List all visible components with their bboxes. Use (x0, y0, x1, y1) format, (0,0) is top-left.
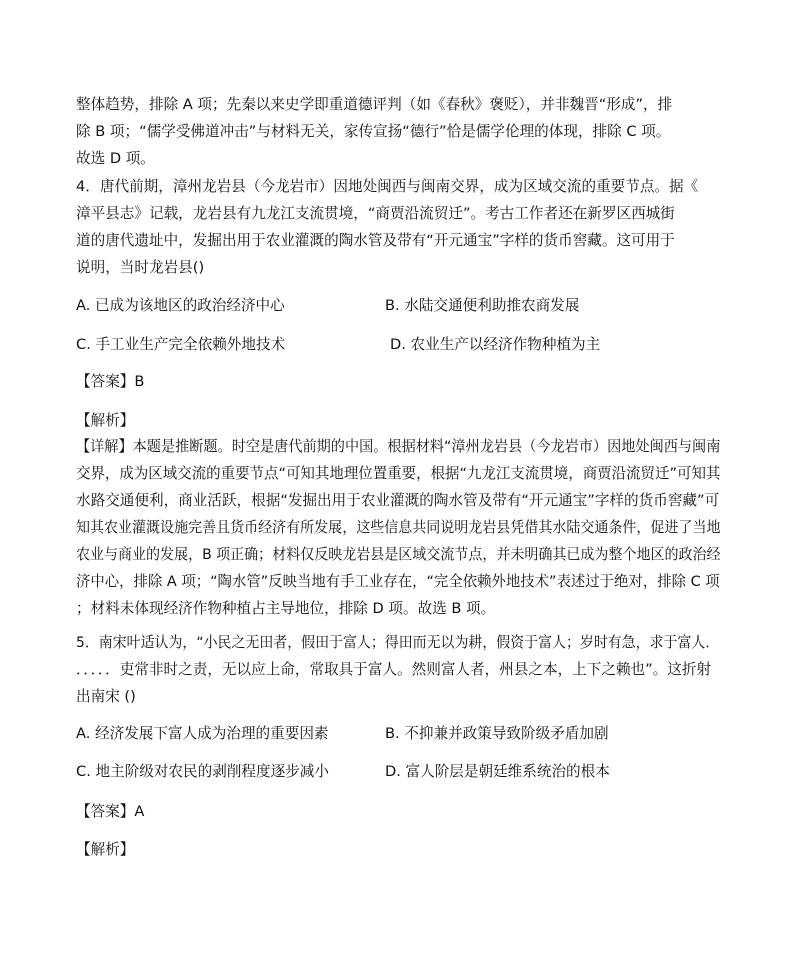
q5-stem-line-3: 出南宋 () (76, 688, 136, 705)
q4-stem-line-4: 说明，当时龙岩县() (76, 259, 205, 276)
q4-answer: 【答案】B (76, 373, 145, 390)
q4-detail-line-7: ；材料未体现经济作物种植占主导地位，排除 D 项。故选 B 项。 (76, 600, 496, 617)
q4-stem-line-3: 道的唐代遗址中，发掘出用于农业灌溉的陶水管及带有“开元通宝”字样的货币窖藏。这可用于 (76, 232, 675, 249)
q4-detail-line-2: 交界，成为区域交流的重要节点“可知其地理位置重要，根据“九龙江支流贯境，商贾沿流贸迁”可知其 (76, 465, 721, 482)
q5-option-a: A. 经济发展下富人成为治理的重要因素 (76, 725, 329, 742)
q5-answer: 【答案】A (76, 803, 145, 820)
q5-option-c: C. 地主阶级对农民的剥削程度逐步减小 (76, 763, 329, 780)
prev-analysis-line-2: 除 B 项；“儒学受佛道冲击”与材料无关，家传宣扬“德行”恰是儒学伦理的体现，排除 C 项。 (76, 123, 671, 140)
q5-option-b: B. 不抑兼并政策导致阶级矛盾加剧 (385, 725, 609, 742)
prev-analysis-line-1: 整体趋势，排除 A 项；先秦以来史学即重道德评判（如《春秋》褒贬），并非魏晋“形成”，排 (76, 96, 673, 113)
prev-analysis-line-3: 故选 D 项。 (76, 150, 155, 167)
q4-detail-line-4: 知其农业灌溉设施完善且货币经济有所发展，这些信息共同说明龙岩县凭借其水陆交通条件，促进了当地 (76, 519, 721, 536)
q4-detail-line-1: 【详解】本题是推断题。时空是唐代前期的中国。根据材料“漳州龙岩县（今龙岩市）因地处闽西与闽南 (76, 438, 721, 455)
q4-option-b: B. 水陆交通便利助推农商发展 (385, 297, 580, 314)
q5-stem-line-2: ．．．．．吏常非时之责，无以应上命，常取具于富人。然则富人者，州县之本，上下之赖也”。这折射 (76, 661, 712, 678)
q4-option-c: C. 手工业生产完全依赖外地技术 (76, 336, 286, 353)
q4-detail-line-6: 济中心，排除 A 项；“陶水管”反映当地有手工业存在，“完全依赖外地技术”表述过于绝对，排除 C 项 (76, 573, 720, 590)
q5-stem-line-1: 5．南宋叶适认为，“小民之无田者，假田于富人；得田而无以为耕，假资于富人；岁时有急，求于富人． (76, 634, 720, 651)
q4-detail-line-3: 水路交通便利，商业活跃，根据“发掘出用于农业灌溉的陶水管及带有“开元通宝”字样的货币窖藏”可 (76, 492, 720, 509)
q5-option-d: D. 富人阶层是朝廷维系统治的根本 (385, 763, 610, 780)
q4-analysis-label: 【解析】 (76, 412, 135, 429)
q4-stem-line-2: 漳平县志》记载，龙岩县有九龙江支流贯境，“商贾沿流贸迁”。考古工作者还在新罗区西城街 (76, 205, 675, 222)
q4-detail-line-5: 农业与商业的发展，B 项正确；材料仅反映龙岩县是区域交流节点，并未明确其已成为整个地区的政治经 (76, 546, 721, 563)
q4-option-d: D. 农业生产以经济作物种植为主 (390, 336, 601, 353)
q5-analysis-label: 【解析】 (76, 841, 135, 858)
q4-option-a: A. 已成为该地区的政治经济中心 (76, 297, 285, 314)
q4-stem-line-1: 4．唐代前期，漳州龙岩县（今龙岩市）因地处闽西与闽南交界，成为区域交流的重要节点。据《 (76, 178, 699, 195)
